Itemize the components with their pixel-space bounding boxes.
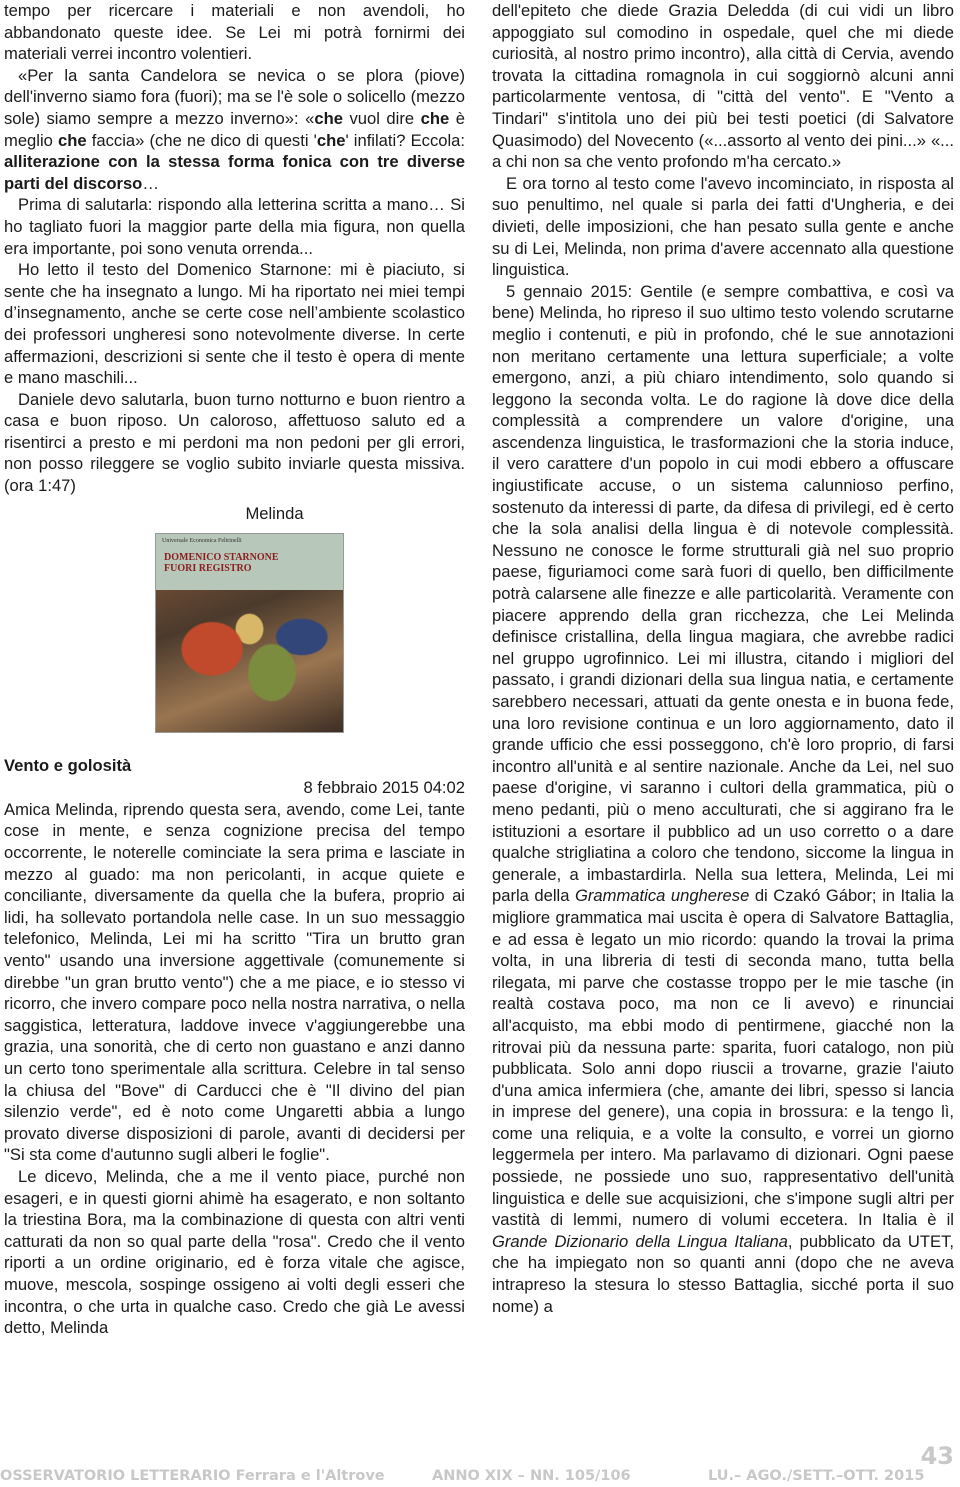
text-run: ' infilati? Eccola: (345, 130, 466, 150)
paragraph: tempo per ricercare i materiali e non avendoli, ho abbandonato queste idee. Se Lei mi potrà fornirmi dei materiali verrei incontro volentieri. (4, 1, 465, 64)
page-number: 43 (920, 1442, 954, 1470)
bold-word: che (316, 130, 346, 150)
paragraph: Daniele devo salutarla, buon turno notturno e buon rientro a casa e buon riposo. Un caloroso, affettuoso saluto ed a risentirci a presto e mi perdoni ma non pedoni per gli errori, non posso rileggere se voglio subito inviarle questa missiva. (ora 1:47) (4, 389, 465, 496)
footer-journal: OSSERVATORIO LETTERARIO Ferrara e l'Altrove (0, 1468, 385, 1484)
bold-word: che (58, 130, 87, 150)
paragraph: Le dicevo, Melinda, che a me il vento piace, purché non esageri, e in questi giorni ahimè ha esagerato, e non soltanto la triestina Bora, ma la combinazione di questa con altri venti catturati da non so qual parte della "rosa". Credo che il vento riporti a un ordine originario, ed è forza vitale che agisce, muove, mescola, sospinge ossigeno ai volti degli esseri che incontra, o che urta in qualche caso. Credo che già Le avessi detto, Melinda (4, 1166, 465, 1338)
footer-date: LU.– AGO./SETT.–OTT. 2015 (708, 1468, 925, 1484)
left-column (4, 0, 465, 1339)
footer-issue: ANNO XIX – NN. 105/106 (432, 1468, 631, 1484)
right-column (492, 0, 954, 1317)
paragraph: Prima di salutarla: rispondo alla letterina scritta a mano… Si ho tagliato fuori la maggior parte della mia figura, non quella era importante, poi sono venuta orrenda... (4, 195, 465, 258)
paragraph (4, 65, 465, 195)
paragraph: Ho letto il testo del Domenico Starnone: mi è piaciuto, si sente che ha insegnato a lungo. Mi ha riportato nei miei tempi d’insegnamento, anche se certe cose nell’ambiente scolastico dei professori ungheresi sono notevolmente diverse. In certe affermazioni, descrizioni si sente che il testo è opera di mente e mano maschili... (4, 260, 465, 388)
paragraph (492, 281, 954, 1318)
text-run: , pubblicato da UTET, che ha impiegato non so quanti anni (dopo che ne aveva intrapreso la stesura lo stesso Battaglia, sicché porta il suo nome) a (492, 1231, 954, 1316)
book-cover-author: DOMENICO STARNONE (164, 552, 279, 564)
text-run: … (142, 173, 159, 193)
book-cover-title: FUORI REGISTRO (164, 563, 252, 575)
book-cover-image (155, 533, 344, 733)
text-run: vuol dire (342, 108, 421, 128)
bold-word: che (420, 108, 450, 128)
page-footer (0, 1466, 960, 1487)
section-title: Vento e golosità (4, 756, 132, 776)
paragraph: dell'epiteto che diede Grazia Deledda (di cui vidi un libro appoggiato sul comodino in ospedale, quel che mi diede curiosità, al nostro primo incontro), alla città di Cervia, avendo trovata la cittadina romagnola in cui soggiornò alcuni anni particolarmente ventosa, di "città del vento". E "Vento a Tindari" s'intitola uno dei più bei testi poetici (di Salvatore Quasimodo) del Novecento («...assorto al vento dei pini...» «... a chi non sa che vento profondo m'ha cercato.» (492, 1, 954, 172)
italic-title: Grande Dizionario della Lingua Italiana (492, 1231, 788, 1251)
italic-title: Grammatica ungherese (575, 886, 750, 906)
book-cover-series: Universale Economica Feltrinelli (162, 538, 242, 545)
text-run: è meglio (4, 108, 465, 150)
signature: Melinda (245, 503, 304, 523)
text-run: 5 gennaio 2015: Gentile (e sempre combattiva, e così va bene) Melinda, ho ripreso il suo ultimo testo volendo scrutarne meglio i contenuti, e più in profondo, ché le sue annotazioni non meritano certamente una lettura superficiale; a volte emergono, anzi, a più chiaro intendimento, solo quando si leggono la seconda volta. Le do ragione là dove dice della complessità a comprendere un valore d'origine, una ascendenza linguistica, le trasformazioni che la storia induce, il vero carattere d'un popolo in cui modi ebbero a offuscare ingiustificate accuse, o un sistema calunnioso perfino, sostenuto da interessi di parte, da difesa di privilegi, ed è certo che la sola analisi della lingua è di notevole complessità. Nessuno ne conosce le forme strutturali già nel suo proprio paese, figuriamoci come sarà fuori di quello, ben difficilmente potrà calarsene alle finezze e alle particolarità. Veramente con piacere apprendo della gran ricchezza, che Lei Melinda definisce cristallina, della lingua magiara, che avrebbe radici nel gruppo ugrofinnico. Lei mi illustra, citando i migliori del passato, i grandi dizionari della sua lingua natia, e certamente sarebbero necessari, attuati da gente onesta e in buona fede, una loro revisione continua e un loro aggiornamento, dato il grande ufficio che essi posseggono, ch'è loro proprio, di farsi incontro all'unità e al sentire nazionale. Anche da Lei, nel suo paese d'origine, vi saranno i cultori della grammatica, più o meno pedanti, più o meno acculturati, che si aggirano fra le istituzioni a esortare il pubblico ad un uso corretto o a dare qualche strigliatina a coloro che tendono, siccome la lingua in generale, a imbastardirla. Nella sua lettera, Melinda, Lei mi parla della (492, 281, 954, 906)
text-run: di Czakó Gábor; in Italia la migliore grammatica mai uscita è opera di Salvatore Battaglia, e ad essa è legato un mio ricordo: quando la trovai la prima volta, in una libreria di testi di seconda mano, tutta bella rilegata, mi parve che costasse troppo per le mie tasche (in realtà costava poco, ma non ce li avevo) e rinunciai all'acquisto, ma ebbi modo di pentirmene, giacché non la ritrovai più da nessuna parte: sparita, fuori catalogo, non più pubblicata. Solo anni dopo riuscii a trovarne, grazie l'aiuto d'una amica infermiera (che, amante dei libri, spesso si lancia in imprese del genere), una copia in brossura: e la tengo lì, come una reliquia, e a volte la consulto, e vorrei un giorno leggermela per intero. Ma parlavamo di dizionari. Ogni paese possiede, ne possiede uno suo, rappresentativo dell'unità linguistica e delle sue acquisizioni, che s'impone sugli altri per vastità di lemmi, numero di volumi eccetera. In Italia è il (492, 886, 954, 1230)
paragraph: E ora torno al testo come l'avevo incominciato, in risposta al suo penultimo, nel quale si parla dei fatti d'Ungheria, e dei divieti, delle imposizioni, che han pesato sulla gente e anche su di Lei, Melinda, non prima d'avere accennato alla questione linguistica. (492, 173, 954, 280)
bold-phrase: alliterazione con la stessa forma fonica con tre diverse parti del discorso (4, 152, 465, 193)
text-run: faccia» (che ne dico di questi ' (86, 130, 317, 150)
text-run: «Per la santa Candelora se nevica o se plora (piove) dell'inverno siamo fora (fuori); ma se l'è sole o solicello (mezzo sole) siamo sempre a mezzo inverno»: « (4, 65, 465, 128)
bold-word: che (314, 108, 343, 128)
section-date: 8 febbraio 2015 04:02 (303, 778, 465, 798)
paragraph: Amica Melinda, riprendo questa sera, avendo, come Lei, tante cose in mente, e senza cognizione precisa del tempo occorrente, le noterelle cominciate la sera prima e lasciate in mezzo al guado: ma non pericolanti, in acque quiete e conciliante, diversamente da quella che la bufera, proprio ai lidi, ha sollevato portandola nelle case. In un suo messaggio telefonico, Melinda, Lei mi ha scritto "Tira un brutto gran vento" usando una inversione aggettivale (comunemente si direbbe "un gran brutto vento") che a me piace, e io stesso vi ricorro, che invero compare poco nella nostra narrativa, o nella saggistica, letteratura, laddove invece v'aggiungerebbe una grazia, una sonorità, che di certo non guastano e anzi danno un certo tono sperimentale alla scrittura. Celebre in tal senso la chiusa del "Bove" di Carducci che è "Il divino del pian silenzio verde", ed è noto come Ungaretti abbia a lungo provato diverse disposizioni di parole, avanti di decidersi per "Si sta come d'autunno sugli alberi le foglie". (4, 799, 465, 1165)
